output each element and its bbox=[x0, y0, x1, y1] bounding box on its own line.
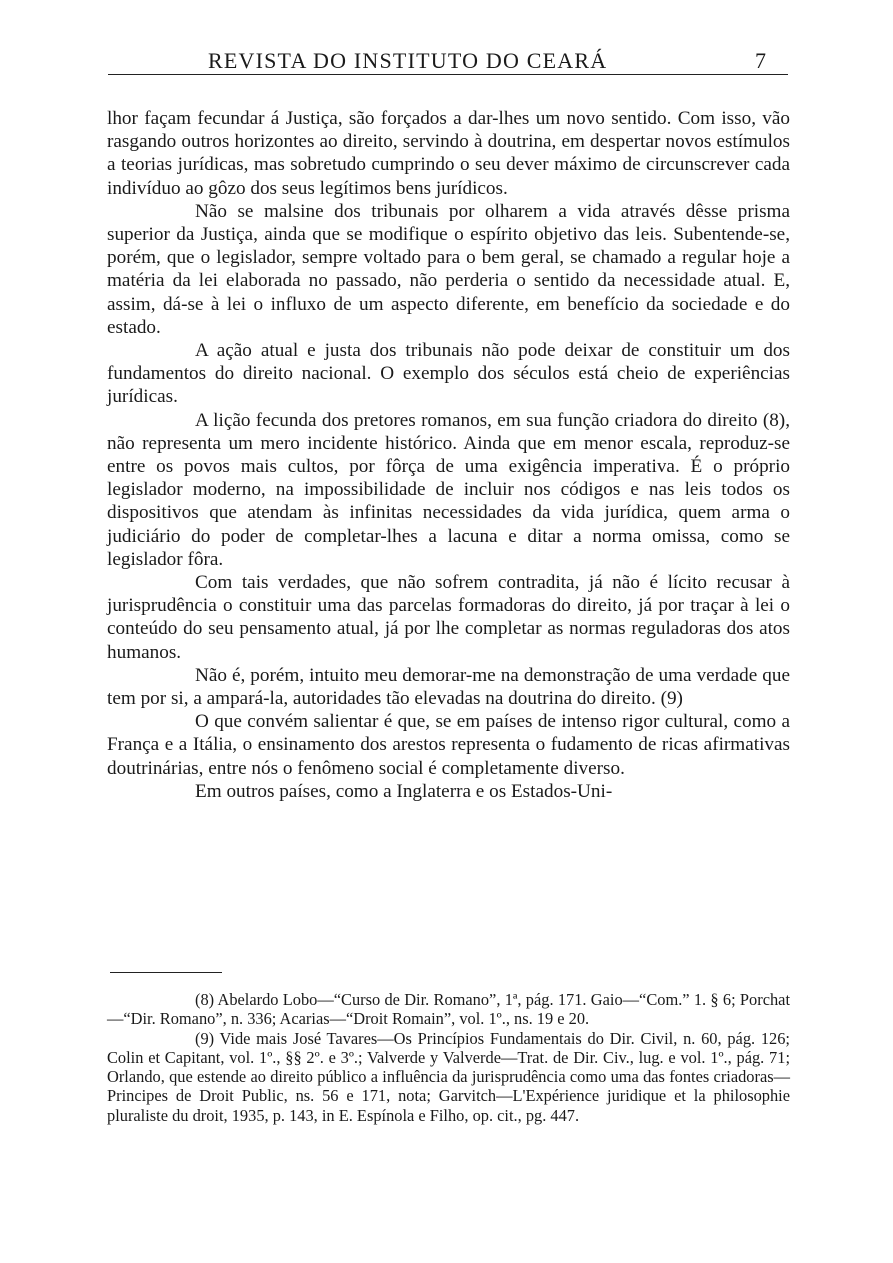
paragraph: Não é, porém, intuito meu demorar-me na demonstração de uma verdade que tem por si, a ampará-la, autoridades tão elevadas na doutrina do direito. (9) bbox=[107, 664, 790, 710]
footnote-8: (8) Abelardo Lobo—“Curso de Dir. Romano”, 1ª, pág. 171. Gaio—“Com.” 1. § 6; Porchat—“Dir. Romano”, n. 336; Acarias—“Droit Romain”, vol. 1º., ns. 19 e 20. bbox=[107, 990, 790, 1029]
paragraph: Com tais verdades, que não sofrem contradita, já não é lícito recusar à jurisprudência o constituir uma das parcelas formadoras do direito, já por traçar à lei o conteúdo do seu pensamento atual, já por lhe completar as normas reguladoras dos atos humanos. bbox=[107, 572, 790, 663]
paragraph: Não se malsine dos tribunais por olharem a vida através dêsse prisma superior da Justiça, ainda que se modifique o espírito objetivo das leis. Subentende-se, porém, que o legislador, sempre voltado para o bem geral, se chamado a regular hoje a matéria da lei elaborada no passado, não perderia o sentido da necessidade atual. E, assim, dá-se à lei o influxo de um aspecto diferente, em benefício da sociedade e do estado. bbox=[107, 200, 790, 338]
running-header bbox=[108, 48, 788, 75]
paragraph: O que convém salientar é que, se em países de intenso rigor cultural, como a França e a Itália, o ensinamento dos arestos representa o fudamento de ricas afirmativas doutrinárias, entre nós o fenômeno social é completamente diverso. bbox=[107, 711, 790, 779]
paragraph: A lição fecunda dos pretores romanos, em sua função criadora do direito (8), não representa um mero incidente histórico. Ainda que em menor escala, reproduz-se entre os povos mais cultos, por fôrça de uma exigência imperativa. É o próprio legislador moderno, na impossibilidade de incluir nos códigos e nas leis todos os dispositivos que atendam às infinitas necessidades da vida jurídica, quem arma o judiciário do poder de completar-lhes a lacuna e ditar a norma omissa, como se legislador fôra. bbox=[107, 409, 790, 570]
page-number: 7 bbox=[755, 48, 766, 73]
journal-title: REVISTA DO INSTITUTO DO CEARÁ bbox=[208, 48, 608, 73]
paragraph: lhor façam fecundar á Justiça, são forçados a dar-lhes um novo sentido. Com isso, vão rasgando outros horizontes ao direito, servindo à doutrina, em despertar novos estímulos a teorias jurídicas, mas sobretudo cumprindo o seu dever máximo de circunscrever cada indivíduo ao gôzo dos seus legítimos bens jurídicos. bbox=[107, 108, 790, 199]
paragraph: Em outros países, como a Inglaterra e os Estados-Uni- bbox=[195, 780, 613, 802]
paragraph: A ação atual e justa dos tribunais não pode deixar de constituir um dos fundamentos do direito nacional. O exemplo dos séculos está cheio de experiências jurídicas. bbox=[107, 340, 790, 408]
footnote-9: (9) Vide mais José Tavares—Os Princípios Fundamentais do Dir. Civil, n. 60, pág. 126; Colin et Capitant, vol. 1º., §§ 2º. e 3º.; Valverde y Valverde—Trat. de Dir. Civ., lug. e vol. 1º., pág. 71; Orlando, que estende ao direito público a influência da jurisprudência como uma das fontes criadoras—Principes de Droit Public, ns. 56 e 171, nota; Garvitch—L'Expérience juridique et la philosophie pluraliste du droit, 1935, p. 143, in E. Espínola e Filho, op. cit., pg. 447. bbox=[107, 1028, 790, 1125]
footnotes bbox=[107, 990, 790, 1125]
footnote-separator bbox=[110, 972, 222, 973]
body-text bbox=[107, 107, 790, 803]
